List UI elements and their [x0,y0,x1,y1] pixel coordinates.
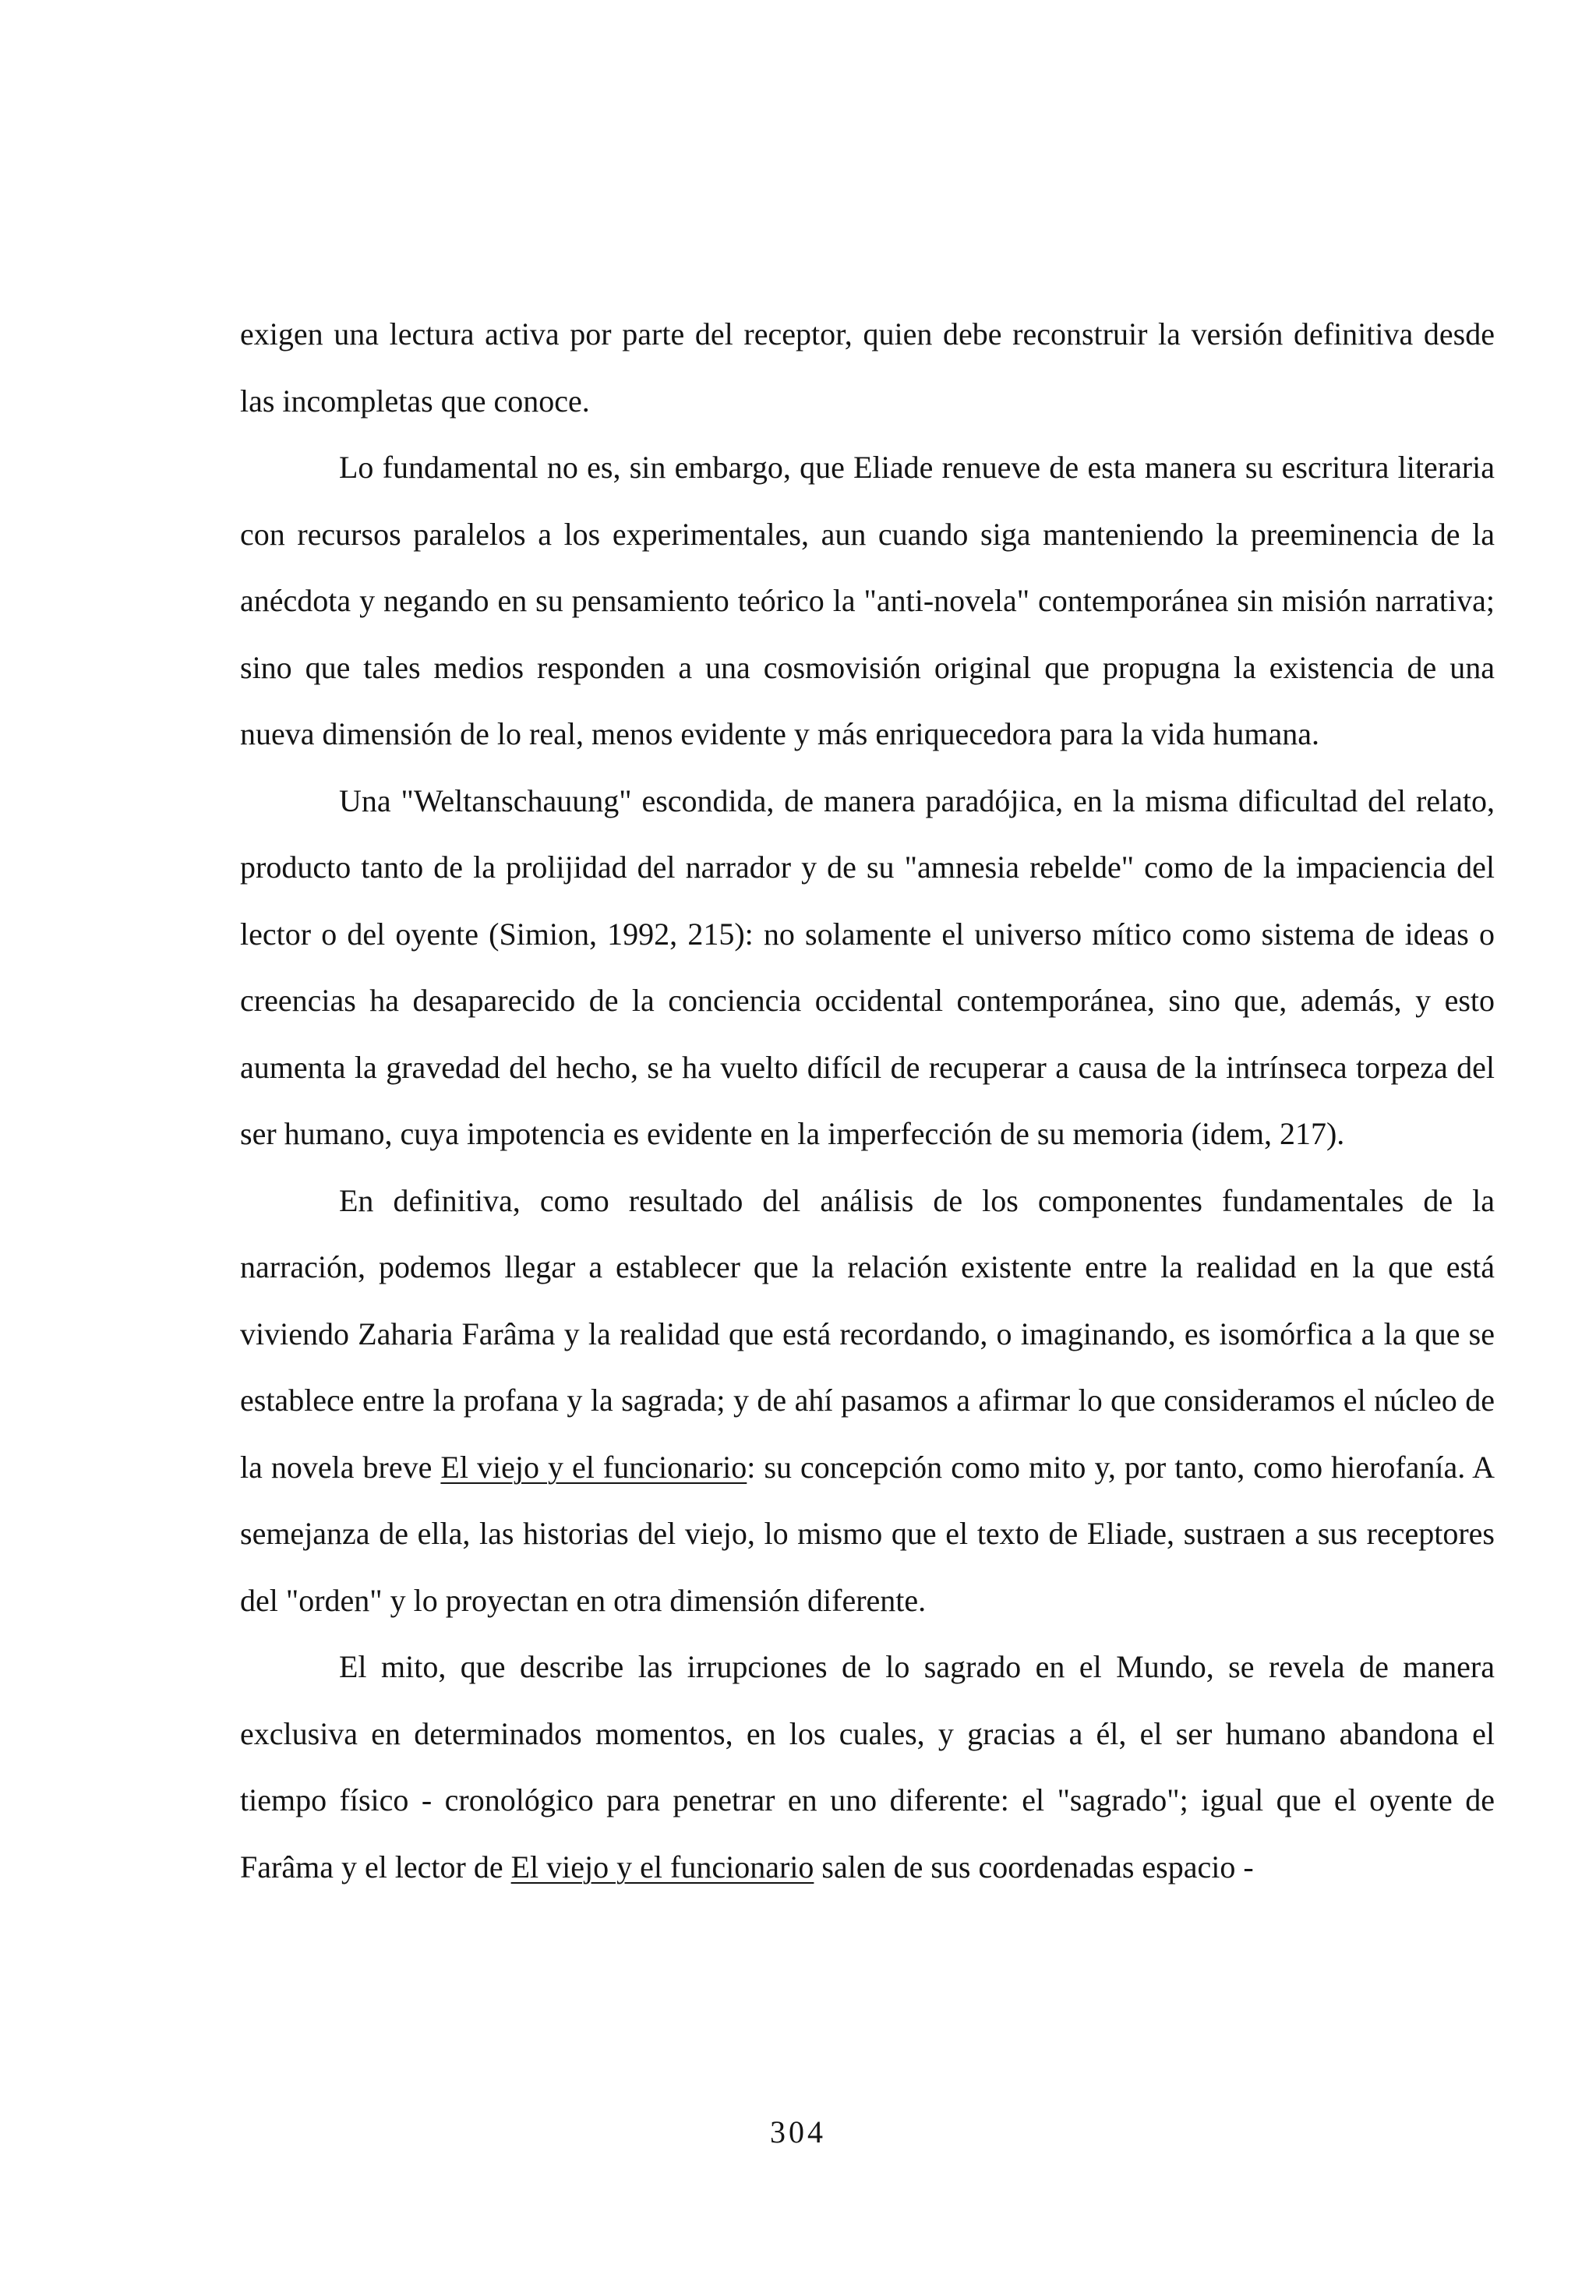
paragraph-4 [240,1167,1495,1634]
body-text [240,301,1495,1900]
book-title: El viejo y el funcionario [510,1849,814,1884]
paragraph-1 [240,301,1495,434]
paragraph-4-text-b: : su concepción como mito y, por tanto, como hierofanía. A semejanza de ella, las historias del viejo, lo mismo que el texto de Eliade, sustraen a sus receptores del "orden" y lo proyectan en otra dimensión diferente. [240,1449,1495,1618]
paragraph-2 [240,434,1495,768]
paragraph-3-text: Una "Weltanschauung" escondida, de manera paradójica, en la misma dificultad del relato, producto tanto de la prolijidad del narrador y de su "amnesia rebelde" como de la impaciencia del lector o del oyente (Simion, 1992, 215): no solamente el universo mítico como sistema de ideas o creencias ha desaparecido de la conciencia occidental contemporánea, sino que, además, y esto aumenta la gravedad del hecho, se ha vuelto difícil de recuperar a causa de la intrínseca torpeza del ser humano, cuya impotencia es evidente en la imperfección de su memoria (idem, 217). [240,782,1495,1151]
book-title: El viejo y el funcionario [440,1449,747,1485]
paragraph-4-text-a: En definitiva, como resultado del análisis de los componentes fundamentales de la narración, podemos llegar a establecer que la relación existente entre la realidad en la que está viviendo Zaharia Farâma y la realidad que está recordando, o imaginando, es isomórfica a la que se establece entre la profana y la sagrada; y de ahí pasamos a afirmar lo que consideramos el núcleo de la novela breve [240,1182,1495,1485]
paragraph-5-text-a: El mito, que describe las irrupciones de lo sagrado en el Mundo, se revela de manera exclusiva en determinados momentos, en los cuales, y gracias a él, el ser humano abandona el tiempo físico - cronológico para penetrar en uno diferente: el "sagrado"; igual que el oyente de Farâma y el lector de [240,1649,1495,1884]
paragraph-5 [240,1634,1495,1900]
paragraph-2-text: Lo fundamental no es, sin embargo, que Eliade renueve de esta manera su escritura literaria con recursos paralelos a los experimentales, aun cuando siga manteniendo la preeminencia de la anécdota y negando en su pensamiento teórico la "anti-novela" contemporánea sin misión narrativa; sino que tales medios responden a una cosmovisión original que propugna la existencia de una nueva dimensión de lo real, menos evidente y más enriquecedora para la vida humana. [240,450,1495,751]
paragraph-5-text-b: salen de sus coordenadas espacio - [814,1849,1254,1884]
paragraph-1-text: exigen una lectura activa por parte del receptor, quien debe reconstruir la versión definitiva desde las incompletas que conoce. [240,316,1495,419]
paragraph-3 [240,768,1495,1167]
page-number: 304 [770,2114,826,2149]
